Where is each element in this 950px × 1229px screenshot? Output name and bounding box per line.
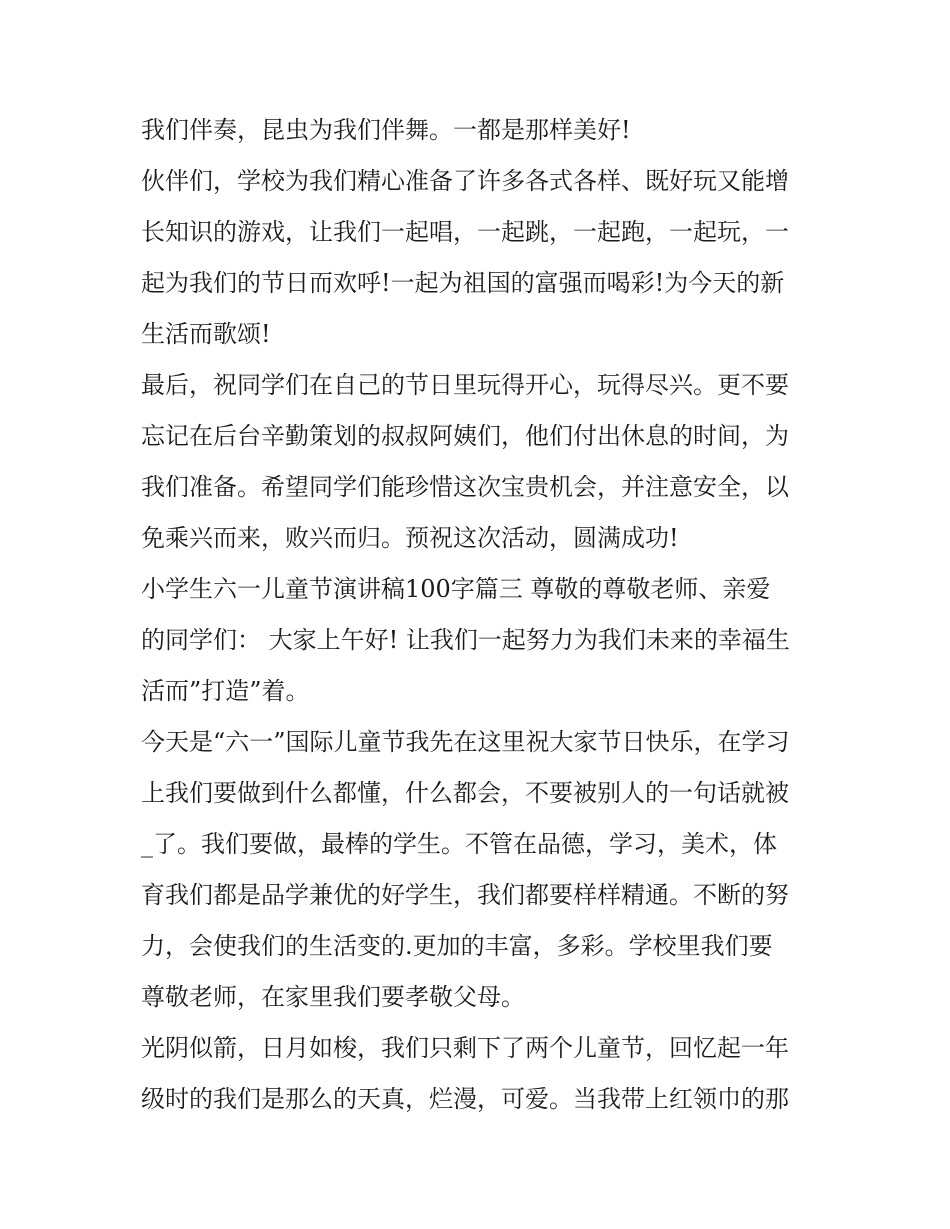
text-line: _了。我们要做，最棒的学生。不管在品德，学习，美术，体 xyxy=(141,830,777,858)
text-line: 今天是“六一”国际儿童节我先在这里祝大家节日快乐，在学习 xyxy=(141,728,790,756)
text-line: 忘记在后台辛勤策划的叔叔阿姨们，他们付出休息的时间，为 xyxy=(141,422,789,450)
text-line: 力，会使我们的生活变的.更加的丰富，多彩。学校里我们要 xyxy=(141,932,773,960)
section-heading-line: 小学生六一儿童节演讲稿100字篇三 尊敬的尊敬老师、亲爱 xyxy=(141,575,771,603)
text-line: 我们准备。希望同学们能珍惜这次宝贵机会，并注意安全，以 xyxy=(141,473,789,501)
text-line: 伙伴们，学校为我们精心准备了许多各式各样、既好玩又能增 xyxy=(141,167,789,195)
text-line: 育我们都是品学兼优的好学生，我们都要样样精通。不断的努 xyxy=(141,881,789,909)
text-line: 上我们要做到什么都懂，什么都会，不要被别人的一句话就被 xyxy=(141,779,789,807)
text-line: 的同学们： 大家上午好! 让我们一起努力为我们未来的幸福生 xyxy=(141,626,790,654)
text-line: 起为我们的节日而欢呼!一起为祖国的富强而喝彩!为今天的新 xyxy=(141,269,785,297)
text-line: 光阴似箭，日月如梭，我们只剩下了两个儿童节，回忆起一年 xyxy=(141,1034,789,1062)
document-body xyxy=(141,110,821,1130)
text-line: 活而”打造”着。 xyxy=(141,677,310,705)
text-line: 我们伴奏，昆虫为我们伴舞。一都是那样美好! xyxy=(141,116,631,144)
text-line: 长知识的游戏，让我们一起唱，一起跳，一起跑，一起玩，一 xyxy=(141,218,789,246)
text-line: 级时的我们是那么的天真，烂漫，可爱。当我带上红领巾的那 xyxy=(141,1085,789,1113)
text-line: 免乘兴而来，败兴而归。预祝这次活动，圆满成功! xyxy=(141,524,679,552)
text-line: 生活而歌颂! xyxy=(141,320,271,348)
text-line: 最后，祝同学们在自己的节日里玩得开心，玩得尽兴。更不要 xyxy=(141,371,789,399)
text-line: 尊敬老师，在家里我们要孝敬父母。 xyxy=(141,983,525,1011)
